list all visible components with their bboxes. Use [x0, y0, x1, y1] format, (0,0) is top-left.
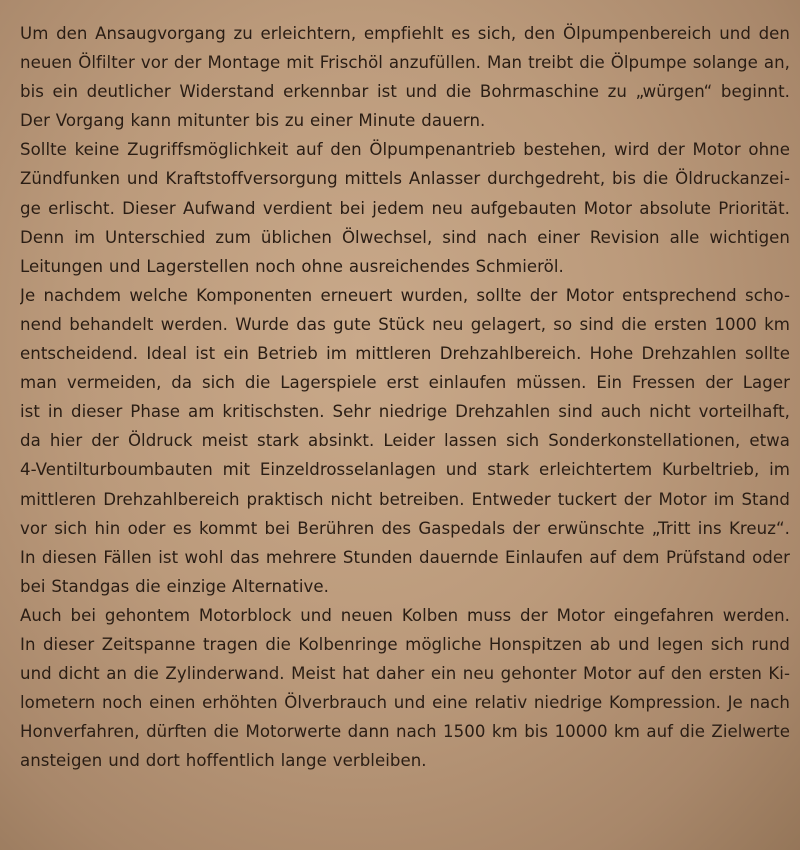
- text-line: ge erlischt. Dieser Aufwand verdient bei jedem neu aufgebauten Motor absolute Priorität.: [20, 198, 790, 218]
- text-line: Sollte keine Zugriffsmöglichkeit auf den Ölpumpenantrieb bestehen, wird der Motor ohne: [20, 140, 790, 160]
- text-line: In dieser Zeitspanne tragen die Kolbenringe mögliche Honspitzen ab und legen sich rund: [20, 634, 790, 654]
- text-line: Je nachdem welche Komponenten erneuert wurden, sollte der Motor entsprechend scho-: [20, 285, 790, 305]
- text-line: da hier der Öldruck meist stark absinkt. Leider lassen sich Sonderkonstellationen, etwa: [20, 431, 790, 451]
- text-line: entscheidend. Ideal ist ein Betrieb im mittleren Drehzahlbereich. Hohe Drehzahlen sollte: [20, 344, 790, 364]
- text-line: Auch bei gehontem Motorblock und neuen Kolben muss der Motor eingefahren werden.: [20, 605, 790, 625]
- text-line: Leitungen und Lagerstellen noch ohne ausreichendes Schmieröl.: [20, 256, 564, 276]
- text-line: vor sich hin oder es kommt bei Berühren des Gaspedals der erwünschte „Tritt ins Kreuz“.: [20, 518, 790, 538]
- text-line: Honverfahren, dürften die Motorwerte dann nach 1500 km bis 10000 km auf die Zielwerte: [20, 722, 790, 742]
- text-line: mittleren Drehzahlbereich praktisch nicht betreiben. Entweder tuckert der Motor im Stand: [20, 489, 790, 509]
- text-line: Der Vorgang kann mitunter bis zu einer Minute dauern.: [20, 111, 486, 131]
- text-line: nend behandelt werden. Wurde das gute Stück neu gelagert, so sind die ersten 1000 km: [20, 314, 790, 334]
- text-line: In diesen Fällen ist wohl das mehrere Stunden dauernde Einlaufen auf dem Prüfstand oder: [20, 547, 790, 567]
- text-line: man vermeiden, da sich die Lagerspiele erst einlaufen müssen. Ein Fressen der Lager: [20, 373, 790, 393]
- text-line: Zündfunken und Kraftstoffversorgung mittels Anlasser durchgedreht, bis die Öldruckanzei-: [20, 169, 790, 189]
- text-line: ist in dieser Phase am kritischsten. Sehr niedrige Drehzahlen sind auch nicht vorteilhaft,: [20, 402, 790, 422]
- text-line: und dicht an die Zylinderwand. Meist hat daher ein neu gehonter Motor auf den ersten Ki-: [20, 664, 790, 684]
- text-line: Denn im Unterschied zum üblichen Ölwechsel, sind nach einer Revision alle wichtigen: [20, 227, 790, 247]
- text-line: neuen Ölfilter vor der Montage mit Frischöl anzufüllen. Man treibt die Ölpumpe solange an,: [20, 53, 790, 73]
- text-line: lometern noch einen erhöhten Ölverbrauch und eine relativ niedrige Kompression. Je nach: [20, 693, 790, 713]
- text-line: bis ein deutlicher Widerstand erkennbar ist und die Bohrmaschine zu „würgen“ beginnt.: [20, 82, 790, 102]
- text-line: 4-Ventilturboumbauten mit Einzeldrosselanlagen und stark erleichtertem Kurbeltrieb, im: [20, 460, 790, 480]
- text-line: bei Standgas die einzige Alternative.: [20, 576, 329, 596]
- text-line: ansteigen und dort hoffentlich lange verbleiben.: [20, 751, 427, 771]
- text-line: Um den Ansaugvorgang zu erleichtern, empfiehlt es sich, den Ölpumpenbereich und den: [20, 24, 790, 43]
